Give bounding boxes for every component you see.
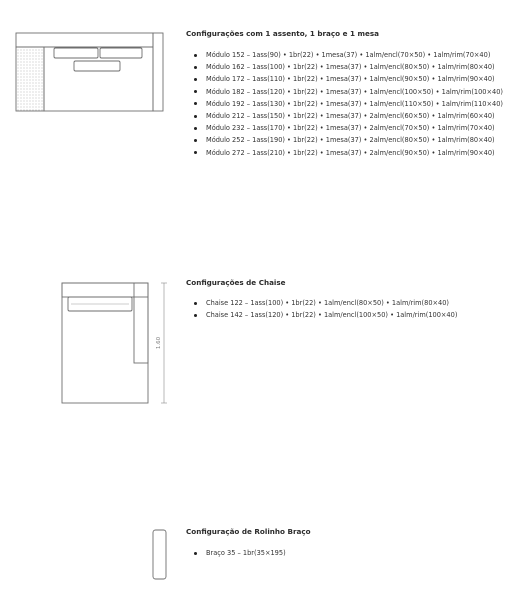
chaise-top-view-diagram xyxy=(60,281,172,407)
list-item: Módulo 272 – 1ass(210) • 1br(22) • 1mesa(37) • 2alm/encl(90×50) • 1alm/rim(90×40) xyxy=(186,147,503,159)
list-item: Módulo 252 – 1ass(190) • 1br(22) • 1mesa(37) • 2alm/encl(80×50) • 1alm/rim(80×40) xyxy=(186,134,503,146)
list-item: Módulo 162 – 1ass(100) • 1br(22) • 1mesa(37) • 1alm/encl(80×50) • 1alm/rim(80×40) xyxy=(186,61,503,73)
section-heading: Configurações com 1 assento, 1 braço e 1 mesa xyxy=(186,29,379,38)
list-item: Módulo 212 – 1ass(150) • 1br(22) • 1mesa(37) • 2alm/encl(60×50) • 1alm/rim(60×40) xyxy=(186,110,503,122)
section-heading: Configurações de Chaise xyxy=(186,278,286,287)
list-item: Módulo 192 – 1ass(130) • 1br(22) • 1mesa(37) • 1alm/encl(110×50) • 1alm/rim(110×40) xyxy=(186,98,503,110)
list-item: Chaise 142 – 1ass(120) • 1br(22) • 1alm/encl(100×50) • 1alm/rim(100×40) xyxy=(186,309,457,321)
arm-roll-spec-list xyxy=(186,547,286,559)
list-item: Módulo 172 – 1ass(110) • 1br(22) • 1mesa(37) • 1alm/encl(90×50) • 1alm/rim(90×40) xyxy=(186,73,503,85)
chaise-spec-list xyxy=(186,297,457,321)
arm-roll-diagram xyxy=(151,528,169,582)
section-heading: Configuração de Rolinho Braço xyxy=(186,527,311,536)
list-item: Módulo 152 – 1ass(90) • 1br(22) • 1mesa(37) • 1alm/encl(70×50) • 1alm/rim(70×40) xyxy=(186,49,503,61)
list-item: Chaise 122 – 1ass(100) • 1br(22) • 1alm/encl(80×50) • 1alm/rim(80×40) xyxy=(186,297,457,309)
module-spec-list xyxy=(186,49,503,159)
list-item: Módulo 232 – 1ass(170) • 1br(22) • 1mesa(37) • 2alm/encl(70×50) • 1alm/rim(70×40) xyxy=(186,122,503,134)
list-item: Braço 35 – 1br(35×195) xyxy=(186,547,286,559)
module-top-view-diagram xyxy=(14,31,166,113)
list-item: Módulo 182 – 1ass(120) • 1br(22) • 1mesa(37) • 1alm/encl(100×50) • 1alm/rim(100×40) xyxy=(186,86,503,98)
chaise-dimension-label: 1.60 xyxy=(156,336,162,350)
